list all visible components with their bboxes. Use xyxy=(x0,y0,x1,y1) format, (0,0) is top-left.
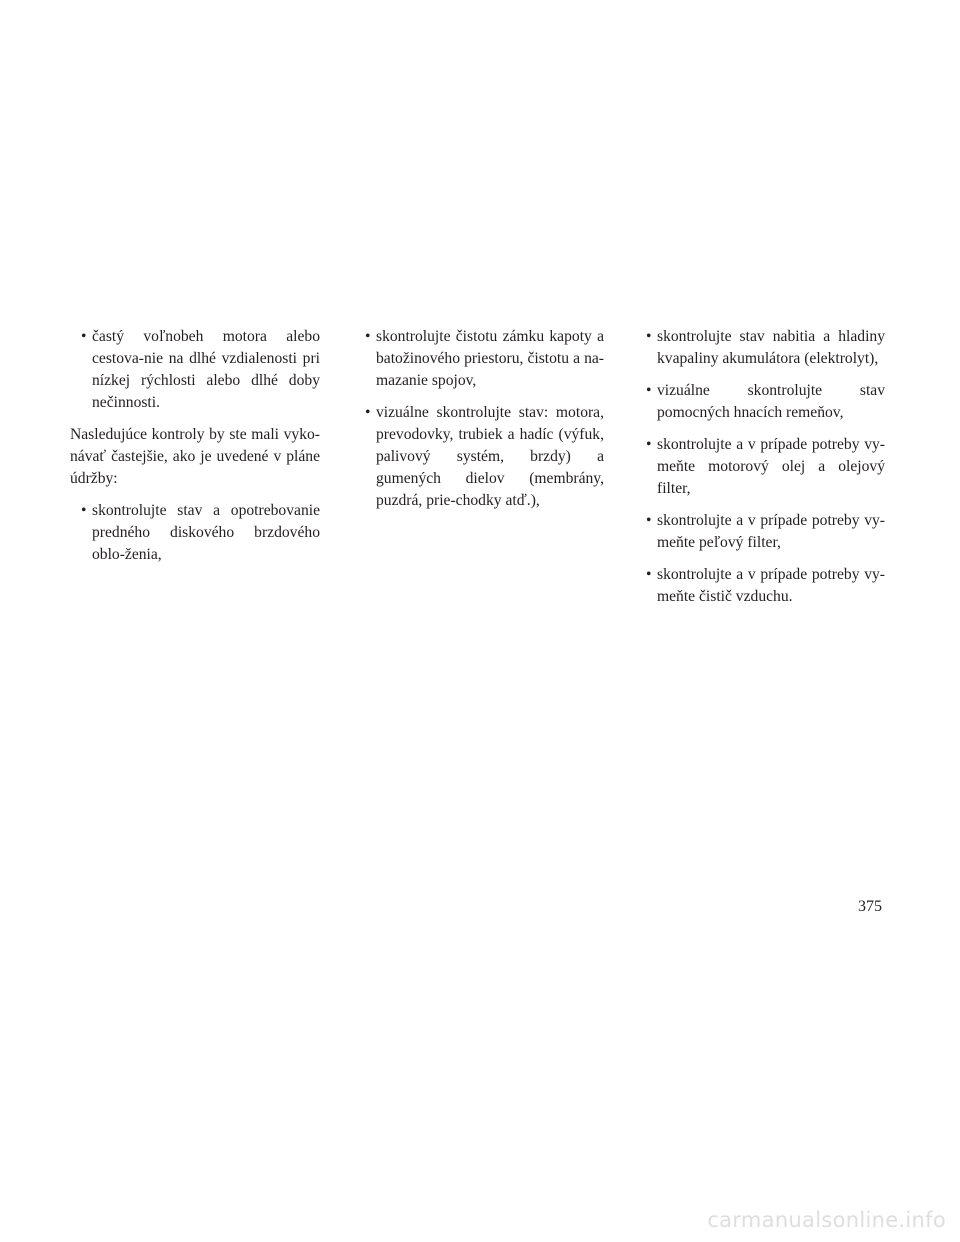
bullet-icon: • xyxy=(365,404,371,421)
list-item-text: skontrolujte a v prípade potreby vy-meňte čistič vzduchu. xyxy=(657,566,885,605)
list-item xyxy=(635,510,885,554)
list-item-text: vizuálne skontrolujte stav: motora, prevodovky, trubiek a hadíc (výfuk, palivový systém, brzdy) a gumených dielov (membrány, puzdrá, prie-chodky atď.), xyxy=(376,404,604,509)
page-number: 375 xyxy=(858,898,882,915)
watermark: carmanualsonline.info xyxy=(707,1208,946,1232)
list-item xyxy=(635,434,885,500)
list-item xyxy=(70,326,320,414)
bullet-icon: • xyxy=(81,328,87,345)
list-item-text: skontrolujte stav a opotrebovanie predného diskového brzdového oblo-ženia, xyxy=(92,502,320,563)
bullet-icon: • xyxy=(365,328,371,345)
body-paragraph: Nasledujúce kontroly by ste mali vyko-návať častejšie, ako je uvedené v pláne údržby: xyxy=(70,426,320,487)
text-column-1 xyxy=(70,326,320,576)
list-item-text: skontrolujte stav nabitia a hladiny kvapaliny akumulátora (elektrolyt), xyxy=(657,328,885,367)
bullet-icon: • xyxy=(646,436,652,453)
list-item xyxy=(354,402,604,512)
bullet-icon: • xyxy=(646,512,652,529)
list-item xyxy=(70,500,320,566)
bullet-icon: • xyxy=(81,502,87,519)
text-column-3 xyxy=(635,326,885,618)
text-column-2 xyxy=(354,326,604,522)
list-item-text: skontrolujte a v prípade potreby vy-meňte peľový filter, xyxy=(657,512,885,551)
list-item xyxy=(635,564,885,608)
bullet-icon: • xyxy=(646,566,652,583)
list-item xyxy=(354,326,604,392)
list-item-text: častý voľnobeh motora alebo cestova-nie na dlhé vzdialenosti pri nízkej rýchlosti alebo dlhé doby nečinnosti. xyxy=(92,328,320,411)
list-item-text: skontrolujte čistotu zámku kapoty a batožinového priestoru, čistotu a na-mazanie spojov, xyxy=(376,328,604,389)
list-item xyxy=(635,326,885,370)
bullet-icon: • xyxy=(646,328,652,345)
list-item xyxy=(635,380,885,424)
list-item-text: skontrolujte a v prípade potreby vy-meňte motorový olej a olejový filter, xyxy=(657,436,885,497)
bullet-icon: • xyxy=(646,382,652,399)
list-item-text: vizuálne skontrolujte stav pomocných hnacích remeňov, xyxy=(657,382,885,421)
